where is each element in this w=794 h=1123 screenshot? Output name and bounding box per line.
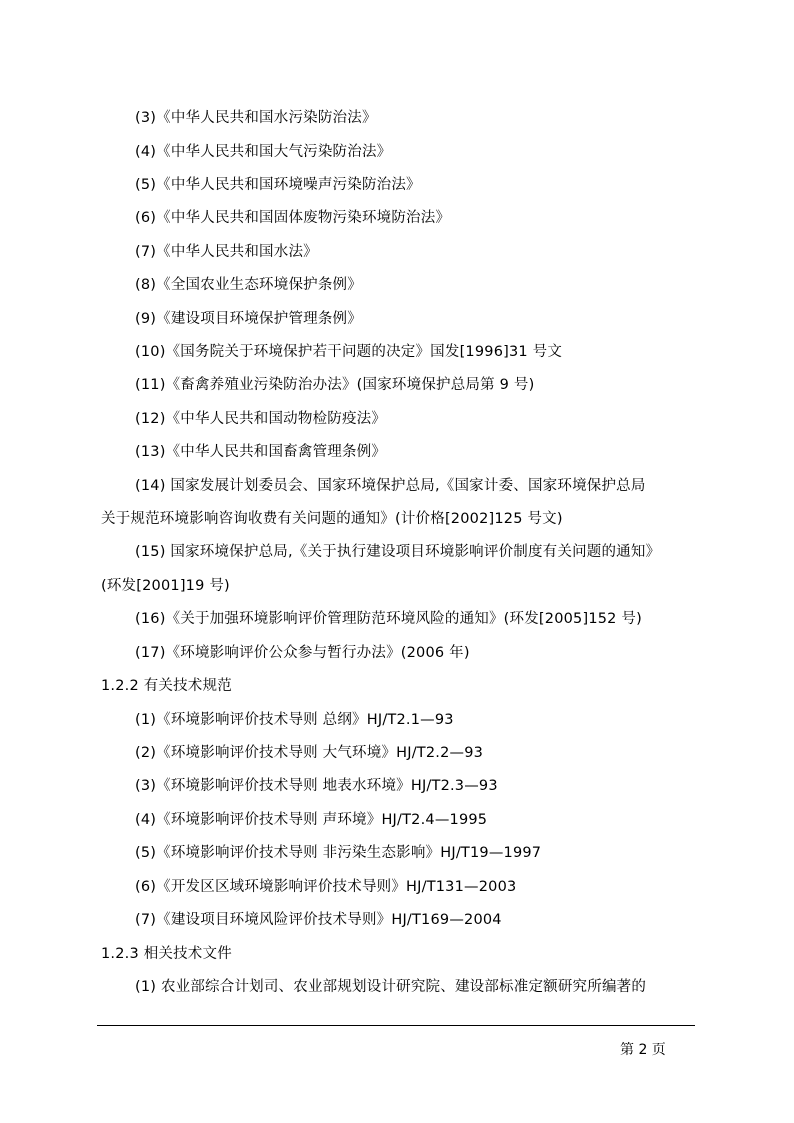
law-item-14-line2: 关于规范环境影响咨询收费有关问题的通知》(计价格[2002]125 号文)	[101, 511, 563, 527]
footer-divider	[97, 1025, 695, 1026]
law-item-15-line2: (环发[2001]19 号)	[101, 578, 230, 594]
law-item-4: (4)《中华人民共和国大气污染防治法》	[135, 144, 392, 160]
law-item-17: (17)《环境影响评价公众参与暂行办法》(2006 年)	[135, 645, 470, 661]
tech-spec-item-6: (6)《开发区区域环境影响评价技术导则》HJ/T131—2003	[135, 879, 517, 895]
law-item-14-line1: (14) 国家发展计划委员会、国家环境保护总局,《国家计委、国家环境保护总局	[135, 478, 646, 494]
section-heading-1-2-2: 1.2.2 有关技术规范	[101, 678, 232, 694]
section-heading-1-2-3: 1.2.3 相关技术文件	[101, 946, 232, 962]
law-item-5: (5)《中华人民共和国环境噪声污染防治法》	[135, 177, 421, 193]
tech-doc-item-1: (1) 农业部综合计划司、农业部规划设计研究院、建设部标准定额研究所编著的	[135, 979, 647, 995]
tech-spec-item-2: (2)《环境影响评价技术导则 大气环境》HJ/T2.2—93	[135, 745, 484, 761]
law-item-11: (11)《畜禽养殖业污染防治办法》(国家环境保护总局第 9 号)	[135, 377, 535, 393]
law-item-9: (9)《建设项目环境保护管理条例》	[135, 311, 362, 327]
page-number: 第 2 页	[620, 1042, 666, 1058]
tech-spec-item-3: (3)《环境影响评价技术导则 地表水环境》HJ/T2.3—93	[135, 778, 498, 794]
law-item-8: (8)《全国农业生态环境保护条例》	[135, 277, 362, 293]
tech-spec-item-7: (7)《建设项目环境风险评价技术导则》HJ/T169—2004	[135, 912, 502, 928]
law-item-16: (16)《关于加强环境影响评价管理防范环境风险的通知》(环发[2005]152 号)	[135, 611, 642, 627]
law-item-6: (6)《中华人民共和国固体废物污染环境防治法》	[135, 210, 451, 226]
tech-spec-item-1: (1)《环境影响评价技术导则 总纲》HJ/T2.1—93	[135, 712, 454, 728]
law-item-13: (13)《中华人民共和国畜禽管理条例》	[135, 444, 387, 460]
tech-spec-item-4: (4)《环境影响评价技术导则 声环境》HJ/T2.4—1995	[135, 812, 488, 828]
law-item-12: (12)《中华人民共和国动物检防疫法》	[135, 411, 387, 427]
law-item-10: (10)《国务院关于环境保护若干问题的决定》国发[1996]31 号文	[135, 344, 563, 360]
law-item-7: (7)《中华人民共和国水法》	[135, 244, 318, 260]
tech-spec-item-5: (5)《环境影响评价技术导则 非污染生态影响》HJ/T19—1997	[135, 845, 542, 861]
law-item-15-line1: (15) 国家环境保护总局,《关于执行建设项目环境影响评价制度有关问题的通知》	[135, 544, 661, 560]
law-item-3: (3)《中华人民共和国水污染防治法》	[135, 110, 377, 126]
